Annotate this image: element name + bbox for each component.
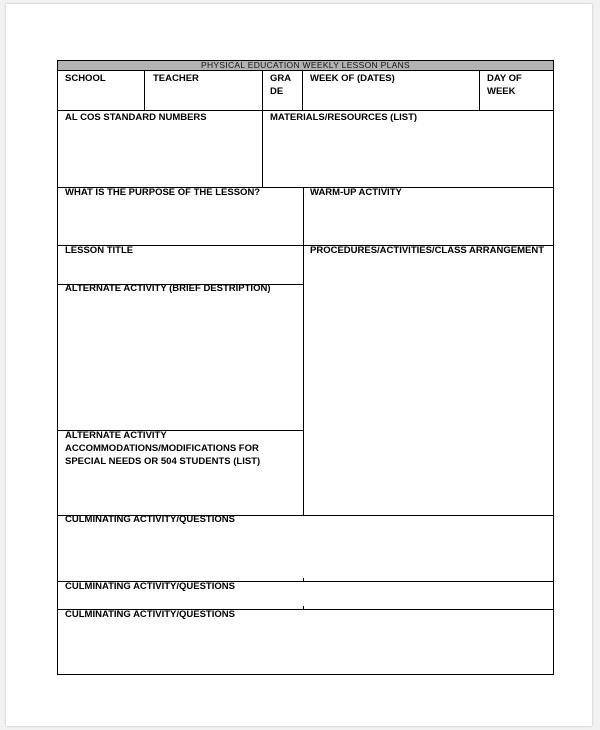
rule-center-column (303, 187, 304, 515)
form-title: PHYSICAL EDUCATION WEEKLY LESSON PLANS (58, 61, 553, 71)
teacher-label: TEACHER (153, 73, 199, 84)
culminating-label-3: CULMINATING ACTIVITY/QUESTIONS (65, 609, 235, 620)
alternate-activity-label: ALTERNATE ACTIVITY (BRIEF DESTRIPTION) (65, 283, 271, 294)
rule-school-right (144, 71, 145, 110)
warmup-label: WARM-UP ACTIVITY (310, 187, 402, 198)
procedures-label: PROCEDURES/ACTIVITIES/CLASS ARRANGEMENT (310, 245, 544, 256)
accommodations-label: ALTERNATE ACTIVITY ACCOMMODATIONS/MODIFICATIONS FOR SPECIAL NEEDS OR 504 STUDENTS (LIST) (65, 430, 261, 467)
day-of-week-label: DAY OF WEEK (487, 73, 522, 97)
culminating-label-2: CULMINATING ACTIVITY/QUESTIONS (65, 581, 235, 592)
grade-label: GRA DE (270, 73, 292, 97)
school-label: SCHOOL (65, 73, 106, 84)
rule-week-right (479, 71, 480, 110)
rule-culminating-2-tick (303, 606, 304, 610)
lesson-title-label: LESSON TITLE (65, 245, 134, 256)
purpose-label: WHAT IS THE PURPOSE OF THE LESSON? (65, 187, 261, 198)
rule-grade-right (302, 71, 303, 110)
document-page (6, 4, 592, 726)
alcos-label: AL COS STANDARD NUMBERS (65, 112, 207, 123)
rule-standards-right (262, 110, 263, 187)
culminating-label-1: CULMINATING ACTIVITY/QUESTIONS (65, 514, 235, 525)
rule-culminating-1-tick (303, 578, 304, 582)
week-of-label: WEEK OF (DATES) (310, 73, 395, 84)
materials-label: MATERIALS/RESOURCES (LIST) (270, 112, 418, 123)
rule-teacher-right (262, 71, 263, 110)
lesson-plan-form (57, 60, 554, 675)
